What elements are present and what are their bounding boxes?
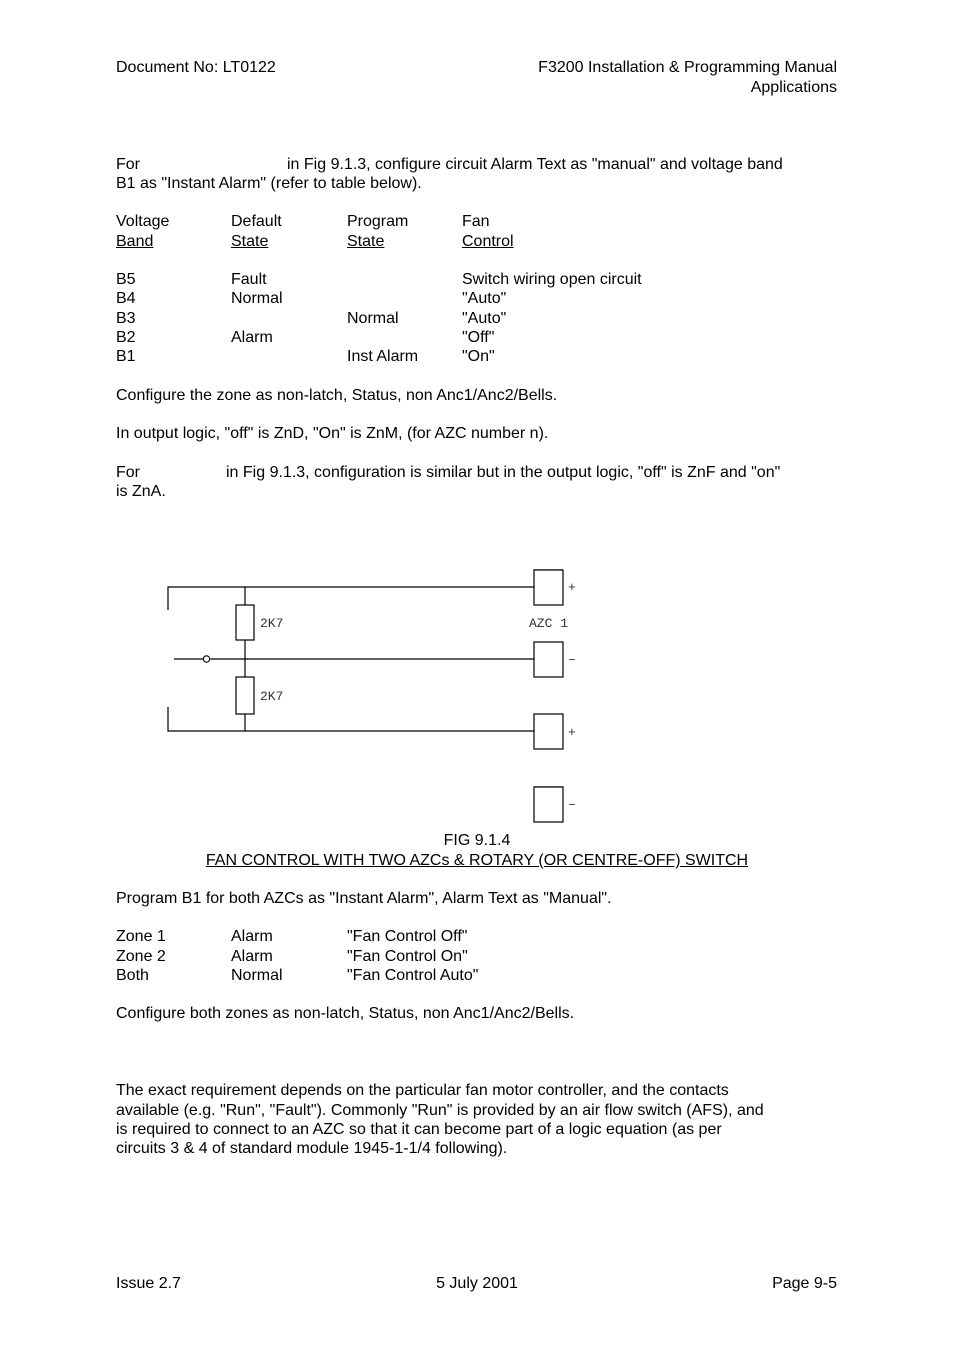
zone-row-1-text: "Fan Control Off" [347,928,468,945]
intro-line1: in Fig 9.1.3, configure circuit Alarm Text as "manual" and voltage band [287,156,783,173]
footer-issue: Issue 2.7 [116,1275,181,1292]
figure-caption: FAN CONTROL WITH TWO AZCs & ROTARY (OR CENTRE-OFF) SWITCH [205,852,749,869]
intro-for: For [116,156,140,173]
final-para-line1: The exact requirement depends on the particular fan motor controller, and the contacts [116,1082,729,1099]
resistor-top [236,605,254,640]
zone-row-3-state: Normal [231,967,283,984]
azc1-plus-terminal [534,570,563,605]
resistor-label-top: 2K7 [260,616,284,631]
para2-line2: is ZnA. [116,483,166,500]
output-logic-text: In output logic, "off" is ZnD, "On" is ZnM, (for AZC number n). [116,425,549,442]
azc-label: AZC 1 [529,616,569,631]
zone-row-2-state: Alarm [231,948,273,965]
resistor-label-bottom: 2K7 [260,689,284,704]
header-fan-control: Control [462,233,514,250]
footer-date: 5 July 2001 [436,1275,518,1292]
final-para-line4: circuits 3 & 4 of standard module 1945-1-1/4 following). [116,1140,508,1157]
row-b4-default: Normal [231,290,283,307]
row-b2-default: Alarm [231,329,273,346]
para2-line1: in Fig 9.1.3, configuration is similar but in the output logic, "off" is ZnF and "on" [226,464,781,481]
zone-row-3-zone: Both [116,967,149,984]
azc1-minus-terminal [534,642,563,677]
switch-common-terminal [203,656,209,662]
header-fan: Fan [462,213,490,230]
zone-config-both-text: Configure both zones as non-latch, Status, non Anc1/Anc2/Bells. [116,1005,575,1022]
row-b2-band: B2 [116,329,136,346]
terminal-sign-3: + [568,725,576,740]
header-default-state: State [231,233,269,250]
terminal-sign-4: – [568,797,576,812]
row-b1-fan: "On" [462,348,495,365]
footer-page: Page 9-5 [772,1275,837,1292]
zone-row-1-state: Alarm [231,928,273,945]
row-b5-band: B5 [116,271,136,288]
row-b4-fan: "Auto" [462,290,507,307]
final-para-line2: available (e.g. "Run", "Fault"). Commonly "Run" is provided by an air flow switch (AFS), and [116,1102,764,1119]
manual-title: F3200 Installation & Programming Manual [538,59,837,76]
row-b2-fan: "Off" [462,329,495,346]
zone-row-2-text: "Fan Control On" [347,948,468,965]
row-b3-fan: "Auto" [462,310,507,327]
section-title: Applications [750,79,837,96]
final-para-line3: is required to connect to an AZC so that it can become part of a logic equation (as per [116,1121,722,1138]
header-band: Band [116,233,154,250]
para2-for: For [116,464,140,481]
azc2-plus-terminal [534,714,563,749]
row-b3-program: Normal [347,310,399,327]
row-b4-band: B4 [116,290,136,307]
top-wire [168,587,534,610]
azc2-minus-terminal [534,787,563,822]
row-b5-default: Fault [231,271,267,288]
header-voltage: Voltage [116,213,170,230]
figure-number: FIG 9.1.4 [443,832,511,849]
program-b1-text: Program B1 for both AZCs as "Instant Alarm", Alarm Text as "Manual". [116,890,612,907]
header-program: Program [347,213,409,230]
header-default: Default [231,213,282,230]
terminal-sign-2: – [568,652,576,667]
resistor-bottom [236,677,254,714]
row-b5-fan: Switch wiring open circuit [462,271,642,288]
figure-caption-wrap [0,851,954,870]
header-program-state: State [347,233,385,250]
zone-row-2-zone: Zone 2 [116,948,166,965]
intro-line2: B1 as "Instant Alarm" (refer to table below). [116,175,422,192]
zone-row-3-text: "Fan Control Auto" [347,967,479,984]
row-b3-band: B3 [116,310,136,327]
document-number: Document No: LT0122 [116,59,276,76]
row-b1-program: Inst Alarm [347,348,419,365]
zone-config-text: Configure the zone as non-latch, Status, non Anc1/Anc2/Bells. [116,387,558,404]
zone-row-1-zone: Zone 1 [116,928,166,945]
bottom-wire [168,707,534,731]
terminal-sign-1: + [568,580,576,595]
row-b1-band: B1 [116,348,136,365]
